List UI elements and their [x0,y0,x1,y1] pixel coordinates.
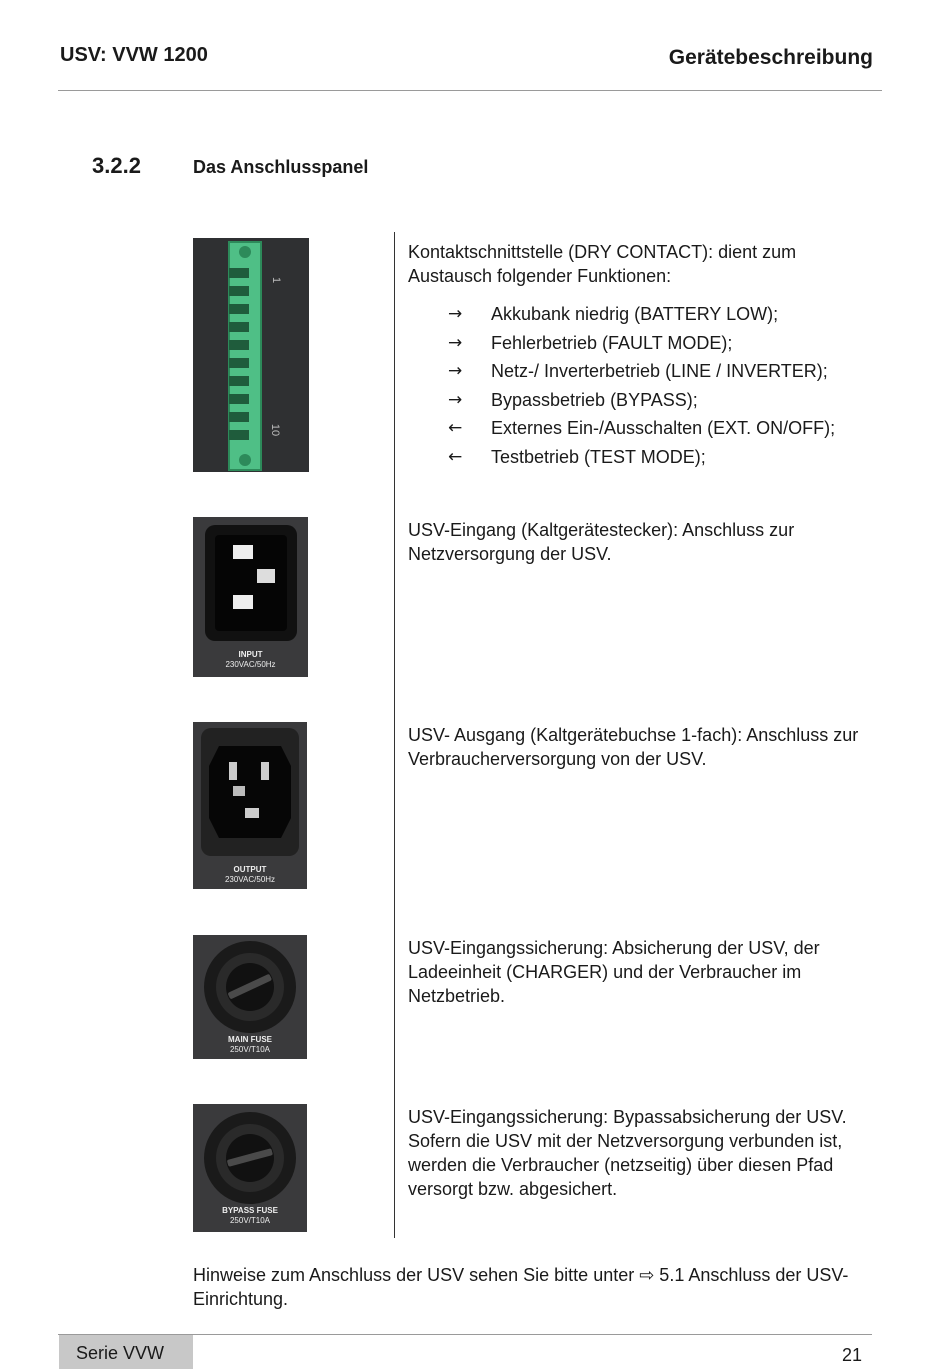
list-item: → Akkubank niedrig (BATTERY LOW); [408,300,878,329]
footer-series: Serie VVW [76,1343,165,1363]
dry-contact-function-list [408,300,878,471]
list-item: ← Testbetrieb (TEST MODE); [408,443,878,472]
connection-note: Hinweise zum Anschluss der USV sehen Sie bitte unter ⇨ 5.1 Anschluss der USV-Einrichtung. [193,1265,849,1309]
list-item: → Fehlerbetrieb (FAULT MODE); [408,329,878,358]
header-divider [58,90,882,91]
output-socket-photo [193,722,307,889]
pin-label-top: 1 [270,276,283,284]
output-rating: 230VAC/50Hz [224,875,276,884]
arrow-icon: → [448,332,463,353]
arrow-icon: ← [448,418,463,438]
arrow-icon: → [448,304,463,324]
input-socket-photo [193,517,308,677]
column-divider [394,232,395,1238]
output-label: OUTPUT [233,865,267,874]
section-title: Das Anschlusspanel [193,157,369,177]
input-rating: 230VAC/50Hz [225,660,276,669]
dry-contact-description: Kontaktschnittstelle (DRY CONTACT): dient zum Austausch folgender Funktionen: [408,242,797,286]
pin-label-bottom: 10 [269,423,282,437]
input-description: USV-Eingang (Kaltgerätestecker): Anschluss zur Netzversorgung der USV. [408,520,795,564]
bypass-fuse-rating: 250V/T10A [229,1216,271,1225]
main-fuse-label: MAIN FUSE [228,1035,272,1044]
output-description: USV- Ausgang (Kaltgerätebuchse 1-fach): Anschluss zur Verbraucherversorgung von der USV. [408,725,859,769]
arrow-icon: → [448,361,463,381]
arrow-icon: → [448,389,463,410]
bypass-fuse-label: BYPASS FUSE [222,1206,278,1215]
main-fuse-description: USV-Eingangssicherung: Absicherung der USV, der Ladeeinheit (CHARGER) und der Verbraucher im Netzbetrieb. [408,938,820,1006]
page-number: 21 [841,1345,862,1365]
main-fuse-rating: 250V/T10A [229,1045,271,1054]
bypass-fuse-photo [193,1104,307,1232]
arrow-icon: ← [448,446,463,467]
header-title: USV: VVW 1200 [60,44,208,66]
bypass-fuse-description: USV-Eingangssicherung: Bypassabsicherung der USV. Sofern die USV mit der Netzversorgung verbunden ist, werden die Verbraucher (netzseitig) über diesen Pfad versorgt bzw. abgesichert. [408,1107,847,1199]
section-number: 3.2.2 [92,153,141,178]
dry-contact-photo [193,238,309,472]
input-label: INPUT [238,650,263,659]
header-section: Gerätebeschreibung [668,46,873,69]
list-item: → Bypassbetrieb (BYPASS); [408,386,878,415]
list-item: → Netz-/ Inverterbetrieb (LINE / INVERTER); [408,357,878,386]
list-item: ← Externes Ein-/Ausschalten (EXT. ON/OFF); [408,414,878,443]
main-fuse-photo [193,935,307,1059]
